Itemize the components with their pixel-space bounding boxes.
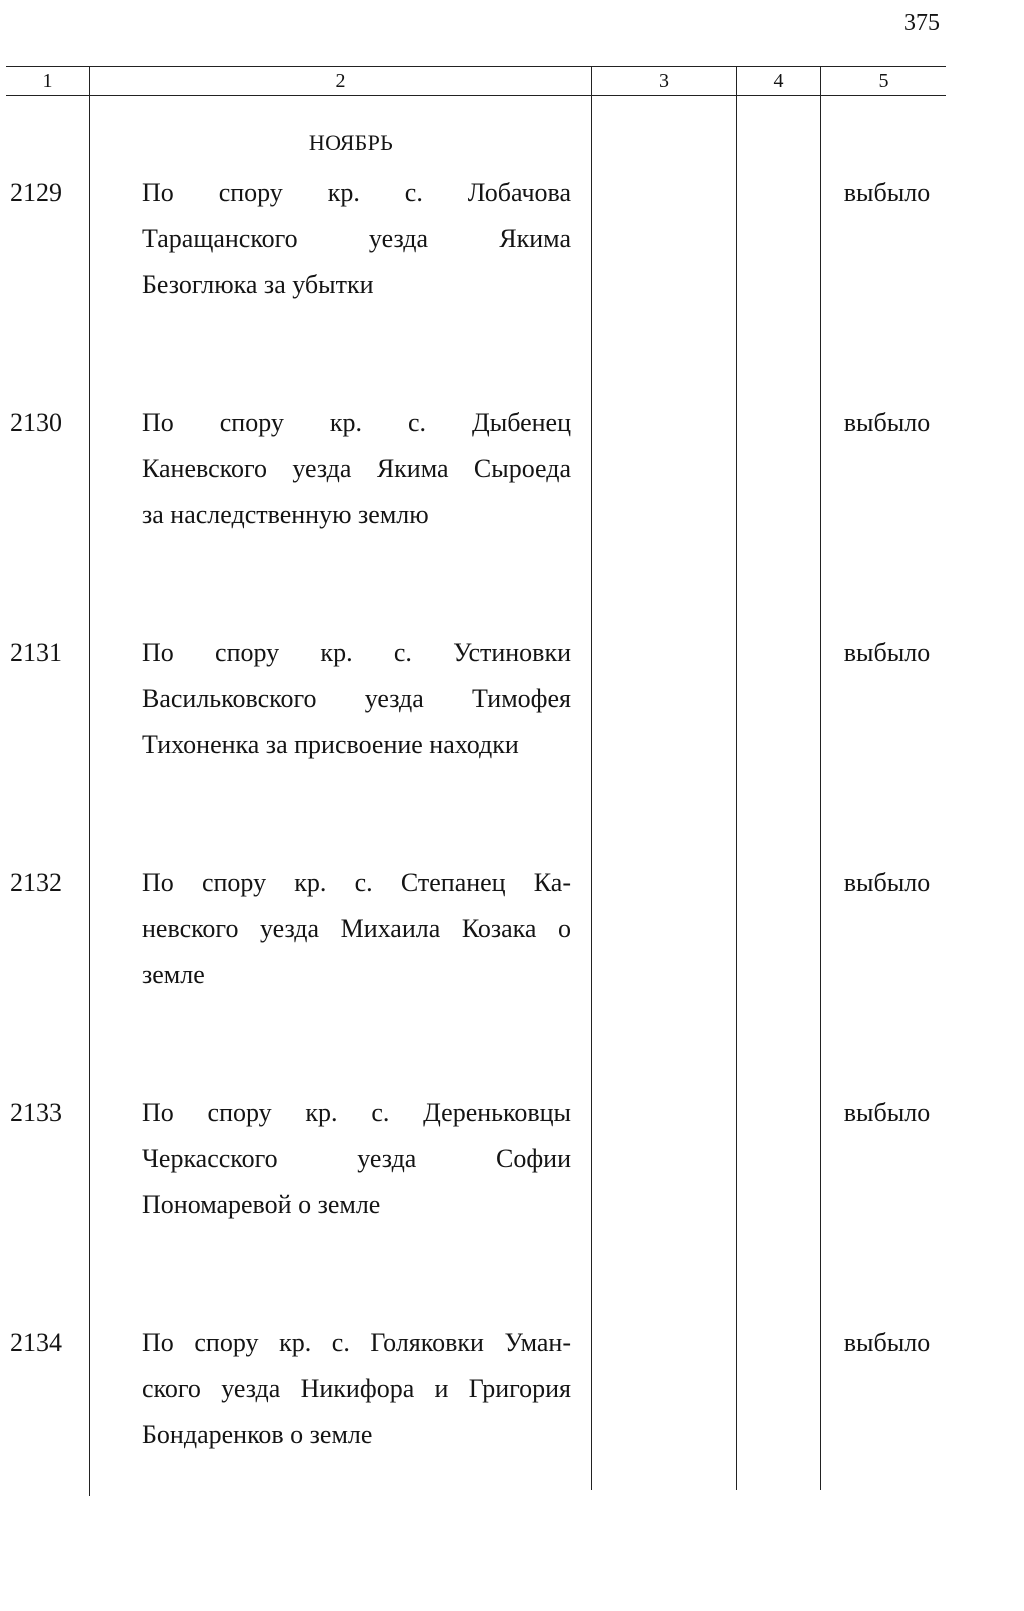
record-number: 2129 <box>10 178 62 207</box>
description-line: ского уезда Никифора и Григория <box>142 1374 571 1403</box>
month-heading: НОЯБРЬ <box>308 130 394 155</box>
record-number: 2130 <box>10 408 62 437</box>
record-number: 2132 <box>10 868 62 897</box>
column-header-2: 2 <box>335 70 346 92</box>
description-line: земле <box>142 960 205 989</box>
record-status: выбыло <box>843 178 931 207</box>
description-line: Безоглюка за убытки <box>142 270 374 299</box>
column-header-1: 1 <box>42 70 53 92</box>
record-number: 2131 <box>10 638 62 667</box>
table-header-top-rule <box>6 66 946 67</box>
table-row <box>0 1090 1024 1290</box>
record-description <box>142 400 571 538</box>
description-line: По спору кр. с. Степанец Ка- <box>142 868 571 897</box>
description-line: По спору кр. с. Дереньковцы <box>142 1098 571 1127</box>
table-header-bottom-rule <box>6 95 946 96</box>
record-description <box>142 630 571 768</box>
description-line: Бондаренков о земле <box>142 1420 373 1449</box>
description-line: Таращанского уезда Якима <box>142 224 571 253</box>
description-line: Тихоненка за присвоение находки <box>142 730 519 759</box>
description-line: По спору кр. с. Устиновки <box>142 638 571 667</box>
table-row <box>0 630 1024 830</box>
record-description <box>142 170 571 308</box>
description-line: Пономаревой о земле <box>142 1190 381 1219</box>
description-line: Каневского уезда Якима Сыроеда <box>142 454 571 483</box>
record-status: выбыло <box>843 408 931 437</box>
description-line: Черкасского уезда Софии <box>142 1144 571 1173</box>
record-status: выбыло <box>843 868 931 897</box>
description-line: По спору кр. с. Дыбенец <box>142 408 571 437</box>
record-description <box>142 860 571 998</box>
record-status: выбыло <box>843 1328 931 1357</box>
record-number: 2134 <box>10 1328 62 1357</box>
table-row <box>0 860 1024 1060</box>
record-status: выбыло <box>843 1098 931 1127</box>
description-line: По спору кр. с. Лобачова <box>142 178 571 207</box>
table-row <box>0 1320 1024 1520</box>
description-line: за наследственную землю <box>142 500 429 529</box>
page-number: 375 <box>904 10 940 36</box>
description-line: невского уезда Михаила Козака о <box>142 914 571 943</box>
record-description <box>142 1320 571 1458</box>
column-header-5: 5 <box>878 70 889 92</box>
description-line: По спору кр. с. Голяковки Уман- <box>142 1328 571 1357</box>
record-number: 2133 <box>10 1098 62 1127</box>
table-row <box>0 170 1024 370</box>
column-header-3: 3 <box>659 70 669 92</box>
record-status: выбыло <box>843 638 931 667</box>
column-header-4: 4 <box>773 70 784 92</box>
table-row <box>0 400 1024 600</box>
record-description <box>142 1090 571 1228</box>
description-line: Васильковского уезда Тимофея <box>142 684 571 713</box>
